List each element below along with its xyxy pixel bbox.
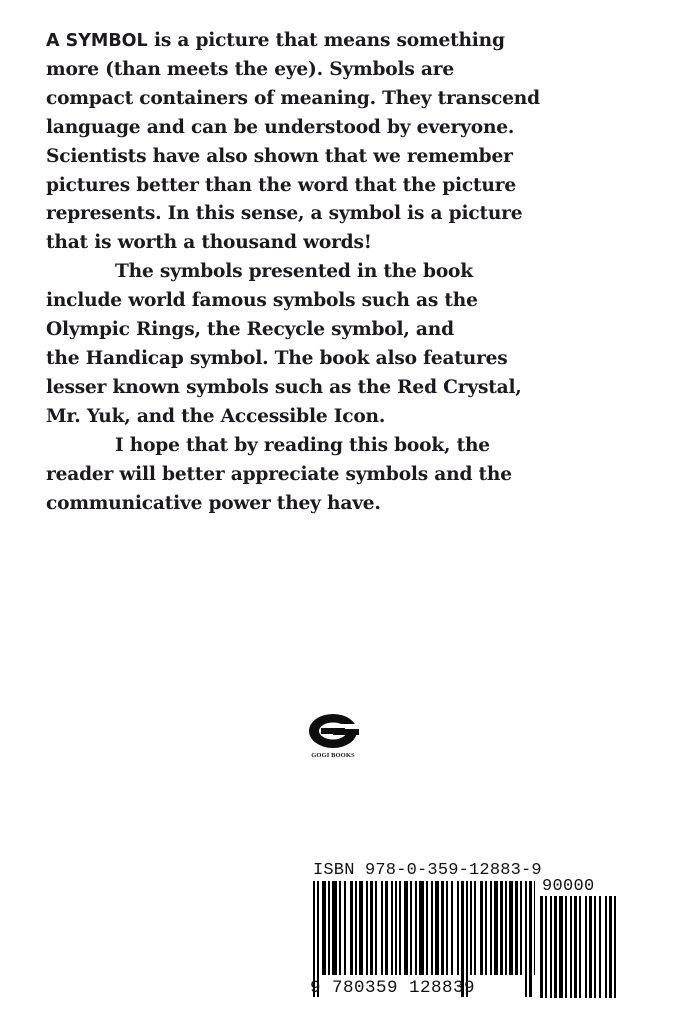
blurb-line: lesser known symbols such as the Red Crystal, <box>46 376 522 398</box>
price-code: 90000 <box>542 877 595 896</box>
barcode-bar <box>579 896 581 998</box>
barcode-bar <box>385 881 388 975</box>
barcode-bar <box>515 881 518 975</box>
barcode-bar <box>605 896 607 998</box>
barcode-bar <box>446 881 448 975</box>
barcode-guard-bar <box>525 881 527 997</box>
blurb-line: represents. In this sense, a symbol is a picture <box>46 203 523 225</box>
barcode-bar <box>322 881 326 975</box>
barcode-bar <box>565 896 567 998</box>
barcode-bar <box>574 896 577 998</box>
barcode-bar <box>375 881 377 975</box>
barcode-bar <box>550 896 552 998</box>
blurb-line: language and can be understood by everyone. <box>46 116 515 138</box>
blurb-line: Mr. Yuk, and the Accessible Icon. <box>46 405 386 427</box>
barcode-bar <box>480 881 483 975</box>
blurb-line: more (than meets the eye). Symbols are <box>46 58 454 80</box>
barcode-bar <box>344 881 346 975</box>
barcode-bar <box>520 881 522 975</box>
barcode-bar <box>381 881 383 975</box>
barcode-digits: 9 780359 128839 <box>310 978 476 998</box>
barcode-bar <box>441 881 444 975</box>
barcode-bar <box>435 881 439 975</box>
gogi-books-logo-icon <box>307 712 359 750</box>
blurb-text <box>46 27 540 518</box>
barcode-bar <box>419 881 424 975</box>
barcode-bar <box>426 881 428 975</box>
barcode-bar <box>494 881 498 975</box>
barcode-guard-bar <box>529 881 532 997</box>
barcode-bar <box>451 881 453 975</box>
barcode-bar <box>585 896 587 998</box>
blurb-line: include world famous symbols such as the <box>46 290 478 312</box>
barcode-bar <box>554 896 557 998</box>
blurb-lead-word: A SYMBOL <box>46 31 148 51</box>
barcode-bar <box>505 881 507 975</box>
blurb-line: I hope that by reading this book, the <box>115 434 490 456</box>
barcode-bar <box>509 881 513 975</box>
barcode-bar <box>470 881 472 975</box>
barcode-bar <box>609 896 612 998</box>
blurb-line: A SYMBOL is a picture that means something <box>46 30 505 51</box>
publisher-logo <box>303 712 363 762</box>
barcode-bar <box>415 881 417 975</box>
barcode-bar <box>404 881 408 975</box>
blurb-line: the Handicap symbol. The book also features <box>46 347 508 369</box>
barcode-bar <box>350 881 353 975</box>
blurb-line: Olympic Rings, the Recycle symbol, and <box>46 319 454 341</box>
barcode-bar <box>395 881 397 975</box>
barcode-bar <box>534 881 535 975</box>
barcode-bar <box>370 881 373 975</box>
barcode-bar <box>500 881 503 975</box>
barcode-bar <box>399 881 401 975</box>
blurb-line: reader will better appreciate symbols and the <box>46 463 512 485</box>
barcode-bar <box>545 896 547 998</box>
barcode-bar <box>410 881 412 975</box>
blurb-line: compact containers of meaning. They transcend <box>46 87 540 109</box>
barcode-bar <box>474 881 476 975</box>
barcode-bar <box>457 881 459 975</box>
blurb-line: that is worth a thousand words! <box>46 232 372 254</box>
barcode-bar <box>485 881 487 975</box>
barcode-bar <box>355 881 357 975</box>
barcode-bar <box>589 896 592 998</box>
blurb-line: pictures better than the word that the picture <box>46 174 516 196</box>
barcode-bar <box>431 881 433 975</box>
barcode-bar <box>332 881 337 975</box>
blurb-line: The symbols presented in the book <box>115 261 473 283</box>
barcode-bar <box>391 881 393 975</box>
barcode-bar <box>594 896 596 998</box>
barcode-bar <box>490 881 492 975</box>
barcode-bar <box>540 896 543 998</box>
barcode-bar <box>359 881 363 975</box>
barcode-bar <box>570 896 572 998</box>
publisher-name: GOGI BOOKS <box>311 752 355 759</box>
barcode-bar <box>328 881 330 975</box>
blurb-line: communicative power they have. <box>46 492 381 514</box>
barcode-bar <box>614 896 616 998</box>
barcode-bar <box>339 881 341 975</box>
addon-barcode-icon <box>538 896 622 998</box>
barcode-bar <box>599 896 601 998</box>
barcode-bar <box>559 896 563 998</box>
isbn-label: ISBN 978-0-359-12883-9 <box>313 861 542 880</box>
barcode-bar <box>366 881 368 975</box>
blurb-line: Scientists have also shown that we remember <box>46 145 513 167</box>
